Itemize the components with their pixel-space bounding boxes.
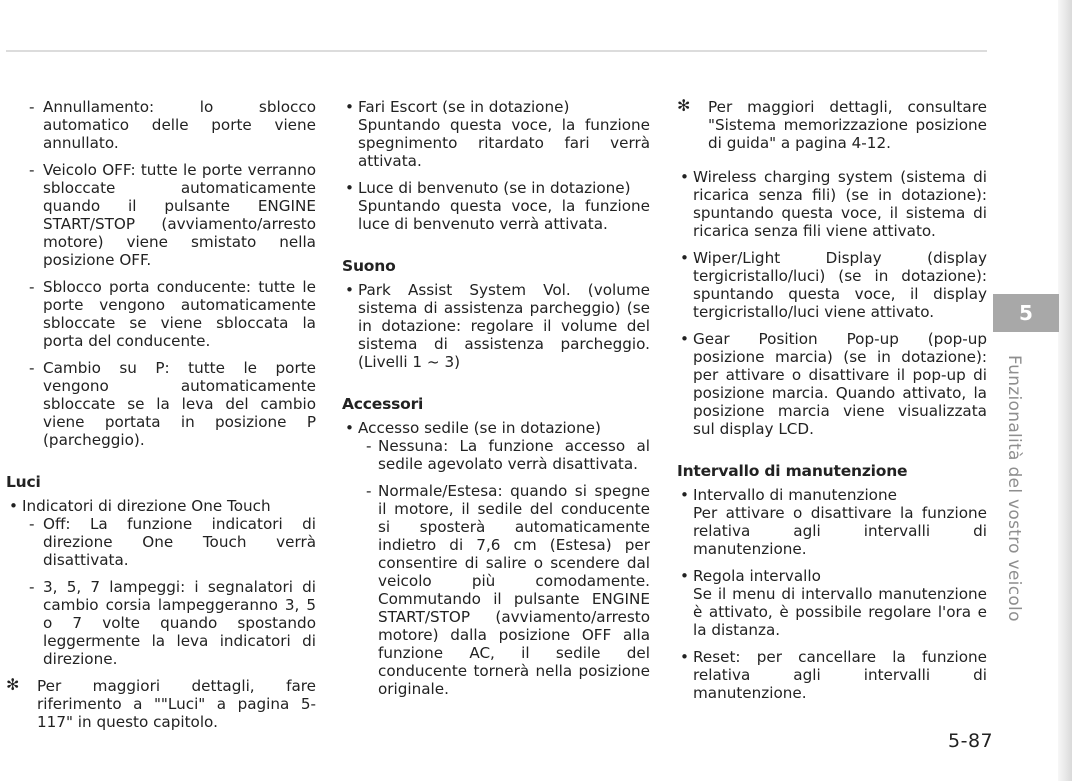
column-3 [677,98,987,711]
list-item: • Fari Escort (se in dotazione) Spuntando questa voce, la funzione spegnimento ritardato fari verrà attivata. [345,98,650,170]
note: ✻ Per maggiori dettagli, consultare "Sistema memorizzazione posizione di guida" a pagina 4-12. [677,96,987,152]
list-item: - Veicolo OFF: tutte le porte verranno sbloccate automaticamente quando il pulsante ENGINE START/STOP (avviamento/arresto motore) viene smistato nella posizione OFF. [29,161,316,269]
section-heading-luci: Luci [6,473,41,491]
list-item: • Gear Position Pop-up (pop-up posizione marcia) (se in dotazione): per attivare o disattivare il pop-up di posizione marcia. Quando attivato, la posizione marcia viene visualizzata sul display LCD. [680,330,987,438]
list-item: • Intervallo di manutenzione Per attivare o disattivare la funzione relativa agli intervalli di manutenzione. [680,486,987,558]
chapter-side-title: Funzionalità del vostro veicolo [1004,355,1024,622]
list-item: • Wireless charging system (sistema di ricarica senza fili) (se in dotazione): spuntando questa voce, il sistema di ricarica senza fili viene attivato. [680,168,987,240]
list-item: • Park Assist System Vol. (volume sistema di assistenza parcheggio) (se in dotazione: regolare il volume del sistema di assistenza parcheggio. (Livelli 1 ~ 3) [345,281,650,371]
list-item: - Cambio su P: tutte le porte vengono automaticamente sbloccate se la leva del cambio viene portata in posizione P (parcheggio). [29,359,316,449]
list-item: - Annullamento: lo sblocco automatico delle porte viene annullato. [29,98,316,152]
list-item: • Luce di benvenuto (se in dotazione) Spuntando questa voce, la funzione luce di benvenuto verrà attivata. [345,179,650,233]
list-item: - Off: La funzione indicatori di direzione One Touch verrà disattivata. [29,515,316,569]
list-item: • Reset: per cancellare la funzione relativa agli intervalli di manutenzione. [680,648,987,702]
section-heading-suono: Suono [342,257,396,275]
list-item: - Normale/Estesa: quando si spegne il motore, il sedile del conducente si sposterà automaticamente indietro di 7,6 cm (Estesa) per consentire di salire o scendere dal veicolo più comodamente. Commutando il pulsante ENGINE START/STOP (avviamento/arresto motore) dalla posizione OFF alla funzione AC, il sedile del conducente tornerà nella posizione originale. [366,482,650,698]
chapter-tab: 5 [993,294,1059,332]
list-item: • Indicatori di direzione One Touch [9,497,271,515]
note: ✻ Per maggiori dettagli, fare riferimento a ""Luci" a pagina 5-117" in questo capitolo. [6,675,316,731]
list-item: • Regola intervallo Se il menu di intervallo manutenzione è attivato, è possibile regolare l'ora e la distanza. [680,567,987,639]
note-icon: ✻ [677,96,691,115]
note-icon: ✻ [6,675,20,694]
list-item: • Wiper/Light Display (display tergicristallo/luci) (se in dotazione): spuntando questa voce, il display tergicristallo/luci viene attivato. [680,249,987,321]
top-rule [6,50,987,52]
list-item: - Sblocco porta conducente: tutte le porte vengono automaticamente sbloccate se viene sbloccata la porta del conducente. [29,278,316,350]
column-2 [342,98,650,707]
list-item: - Nessuna: La funzione accesso al sedile agevolato verrà disattivata. [366,437,650,473]
section-heading-manutenzione: Intervallo di manutenzione [677,462,908,480]
page-number: 5-87 [948,730,994,752]
section-heading-accessori: Accessori [342,395,424,413]
list-item: - 3, 5, 7 lampeggi: i segnalatori di cambio corsia lampeggeranno 3, 5 o 7 volte quando spostando leggermente la leva indicatori di direzione. [29,578,316,668]
page-edge [1058,0,1072,781]
list-item: • Accesso sedile (se in dotazione) [345,419,601,437]
column-1 [6,98,316,740]
